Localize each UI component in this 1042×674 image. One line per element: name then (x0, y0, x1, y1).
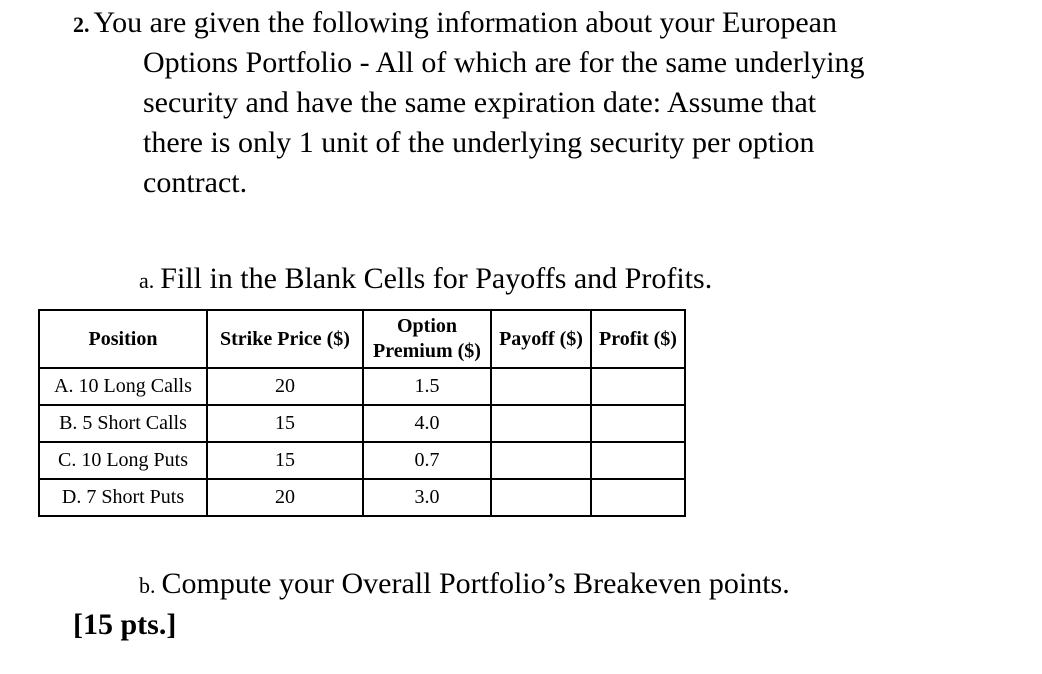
cell-profit-blank[interactable] (591, 442, 685, 479)
part-b-text: Compute your Overall Portfolio’s Breakeven points. (161, 567, 790, 600)
cell-premium: 1.5 (363, 368, 491, 405)
cell-profit-blank[interactable] (591, 405, 685, 442)
question-block (73, 3, 1033, 199)
points-value: [15 pts.] (73, 608, 177, 641)
cell-position: C. 10 Long Puts (39, 442, 207, 479)
question-line-5: contract. (143, 166, 248, 199)
question-line-2: Options Portfolio - All of which are for the same underlying (143, 46, 865, 79)
part-a-label: a. (139, 268, 155, 293)
cell-position: A. 10 Long Calls (39, 368, 207, 405)
table-row (39, 479, 685, 516)
part-a-text: Fill in the Blank Cells for Payoffs and Profits. (160, 262, 713, 295)
question-continuation (143, 43, 1023, 203)
header-option-premium (363, 310, 491, 368)
options-table (38, 309, 686, 517)
cell-strike: 15 (207, 405, 363, 442)
question-line-1: You are given the following information about your European (93, 6, 837, 39)
cell-payoff-blank[interactable] (491, 442, 591, 479)
part-b-prompt (139, 564, 790, 606)
cell-strike: 15 (207, 442, 363, 479)
table-row (39, 368, 685, 405)
table-row (39, 405, 685, 442)
cell-profit-blank[interactable] (591, 479, 685, 516)
cell-strike: 20 (207, 368, 363, 405)
header-strike-price: Strike Price ($) (207, 310, 363, 368)
cell-position: D. 7 Short Puts (39, 479, 207, 516)
part-a-prompt (139, 259, 712, 301)
cell-premium: 0.7 (363, 442, 491, 479)
cell-payoff-blank[interactable] (491, 405, 591, 442)
header-payoff: Payoff ($) (491, 310, 591, 368)
part-b-label: b. (139, 573, 156, 598)
question-line-4: there is only 1 unit of the underlying security per option (143, 126, 815, 159)
cell-payoff-blank[interactable] (491, 479, 591, 516)
cell-premium: 3.0 (363, 479, 491, 516)
question-first-line (73, 3, 1033, 45)
header-profit: Profit ($) (591, 310, 685, 368)
table-header-row (39, 310, 685, 368)
cell-payoff-blank[interactable] (491, 368, 591, 405)
header-option-premium-line2: Premium ($) (373, 340, 481, 362)
question-line-3: security and have the same expiration date: Assume that (143, 86, 817, 119)
cell-profit-blank[interactable] (591, 368, 685, 405)
header-option-premium-line1: Option (396, 315, 458, 337)
cell-premium: 4.0 (363, 405, 491, 442)
header-position: Position (39, 310, 207, 368)
cell-strike: 20 (207, 479, 363, 516)
question-number: 2. (73, 12, 90, 37)
table-row (39, 442, 685, 479)
cell-position: B. 5 Short Calls (39, 405, 207, 442)
